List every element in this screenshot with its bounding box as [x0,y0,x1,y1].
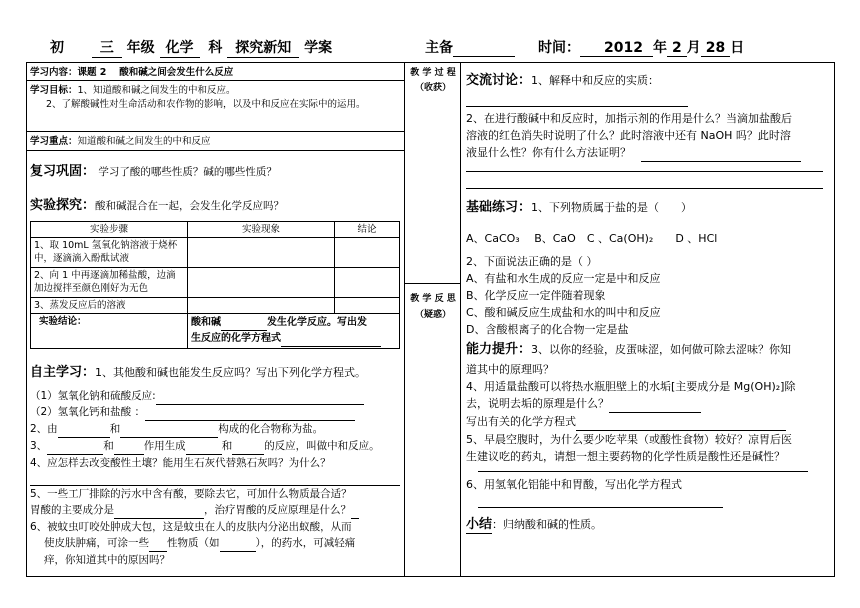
summary-text: ：归纳酸和碱的性质。 [492,518,603,531]
self-blank-2 [145,404,355,421]
basic-2: 2、下面说法正确的是（ ） [466,255,598,268]
table-cell [188,238,335,268]
ability-4c-blank [576,413,786,431]
q6-b: 使皮肤肿痛，可涂一些 [44,537,149,549]
q6-a: 6、被蚊虫叮咬处肿成大包，这是蚊虫在人的皮肤内分泌出蚁酸，从而 [30,521,352,533]
ability-4c-line [466,413,832,431]
day-value: 28 [701,40,730,57]
discuss-line-3 [466,188,823,189]
q3-blank-1 [47,438,103,455]
ability-title: 能力提升： [466,342,532,357]
table-row [31,268,400,298]
day-unit: 日 [730,40,745,56]
discuss-line-2 [466,171,823,172]
table-cell: 2、向 1 中再逐滴加稀盐酸，边滴加边搅拌至颜色刚好为无色 [31,268,188,298]
year-unit: 年 [652,40,667,56]
grade-prefix: 初 [50,40,64,56]
self-title: 自主学习： [30,365,96,380]
ability-6-line [478,507,723,508]
table-header: 结论 [335,222,400,238]
q6-line-2 [30,535,402,552]
conclusion-c: 生反应的化学方程式 [191,333,281,344]
q3-blank-3 [186,438,222,455]
discuss-2 [466,110,832,162]
discuss-2c-line [466,144,832,162]
goal-1: 1、知道酸和碱之间发生的中和反应。 [77,85,236,96]
q6-d: ），的药水，可减轻痛 [255,537,356,549]
discuss-1: 1、解释中和反应的实质： [531,74,660,87]
q5-a: 5、一些工厂排除的污水中含有酸，要除去它，可加什么物质最合适？ [30,488,352,500]
conclusion-blank-1 [221,315,267,331]
conclusion-blank-2 [281,331,381,347]
content-row: 学习内容：课题 2 酸和碱之间会发生什么反应 [30,67,234,78]
discuss-row [466,72,659,89]
basic-2-block [466,253,661,338]
q3-blank-4 [232,438,264,455]
table-cell [335,298,400,314]
discuss-2c: 液显什么性？你有什么方法证明？ [466,146,631,159]
col-divider-2 [460,62,461,577]
q3-a: 3、 [30,440,48,452]
key-row [30,135,211,149]
q2-blank-2 [120,421,218,438]
q6-blank-1 [149,535,167,552]
q5-b: 胃酸的主要成分是 [30,504,114,516]
ability-block [466,341,832,465]
self-item-1-text: （1）氢氧化钠和硫酸反应: [30,390,156,402]
explore-row [30,198,284,214]
self-item-2-text: （2）氢氧化钙和盐酸 ： [30,406,146,418]
q3-row [30,438,380,455]
grade-label: 年级 [126,40,155,56]
q2-a: 2、由 [30,423,58,435]
q2-blank-1 [58,421,110,438]
ability-5a: 5、早晨空腹时，为什么要少吃苹果（或酸性食物）较好？凉胃后医 [466,433,792,446]
opt-c: C、酸和碱反应生成盐和水的叫中和反应 [466,306,661,319]
table-cell [188,268,335,298]
ability-3-line [466,341,832,358]
q3-e: 的反应，叫做中和反应。 [264,440,380,452]
reflect-sub: （疑惑） [414,310,451,320]
conclusion-label: 实验结论： [31,314,188,349]
conclusion-a: 酸和碱 [191,317,221,328]
key-text: 知道酸和碱之间发生的中和反应 [77,136,211,147]
table-header: 实验步骤 [31,222,188,238]
explore-title: 实验探究： [30,198,96,213]
table-cell [335,238,400,268]
frame-right [834,62,835,577]
q3-b: 和 [103,440,114,452]
ability-4b: 去，说明去垢的原理是什么？ [466,397,609,410]
basic-1: 1、下列物质属于盐的是（ ） [531,201,693,214]
ability-4-blank [609,395,701,413]
month-value: 2 [667,40,687,57]
process-title: 教 学 过 程 [410,68,456,78]
subject-label: 科 [208,40,223,56]
self-study-row [30,364,366,381]
table-row [31,238,400,268]
q3-blank-2 [114,438,144,455]
ability-4a: 4、用适量盐酸可以将热水瓶胆壁上的水垢[主要成分是 Mg(OH)₂]除 [466,380,796,393]
summary-title: 小结 [466,517,493,532]
date-field [538,37,744,57]
q4-row: 4、应怎样去改变酸性土壤？能用生石灰代替熟石灰吗？为什么？ [30,457,331,469]
ability-6: 6、用氢氧化铝能中和胃酸，写出化学方程式 [466,478,682,491]
author-blank [453,40,515,57]
frame-bottom [26,576,835,577]
conclusion-row [31,314,400,349]
row-divider-1 [26,80,404,81]
discuss-title: 交流讨论： [466,73,532,88]
discuss-1-line [466,106,688,107]
ability-4b-line [466,395,832,413]
year-value: 2012 [580,40,653,57]
q5-line-2 [30,502,402,519]
table-cell: 1、取 10mL 氢氧化钠溶液于烧杯中，逐滴滴入酚酞试液 [31,238,188,268]
topic-value: 探究新知 [227,37,299,58]
basic-title: 基础练习： [466,200,532,215]
author-label: 主备 [425,40,453,56]
experiment-table [30,221,400,349]
review-row [30,164,277,180]
author-field [425,37,515,57]
self-item-2 [30,404,355,421]
month-unit: 月 [686,40,701,56]
opt-a: A、有盐和水生成的反应一定是中和反应 [466,272,661,285]
reflect-title: 教 学 反 思 [410,294,456,304]
q5-c: ，治疗胃酸的反应原理是什么？ [204,504,351,516]
middle-divider [404,283,461,284]
self-text: 1、其他酸和碱也能发生反应吗？写出下列化学方程式。 [95,366,367,379]
q5-block [30,486,402,568]
subject-value: 化学 [160,37,200,58]
ability-3a: 3、以你的经验，皮蛋味涩，如何做可除去涩味？你知 [531,343,792,356]
ability-5b: 生建议吃的药丸，请想一想主要药物的化学性质是酸性还是碱性？ [466,450,785,463]
discuss-2a: 2、在进行酸碱中和反应时，加指示剂的作用是什么？当滴加盐酸后 [466,112,792,125]
discuss-2b: 溶液的红色消失时说明了什么？此时溶液中还有 NaOH 吗？此时溶 [466,129,791,142]
table-cell: 3、蒸发反应后的溶液 [31,298,188,314]
q6-blank-2 [220,535,256,552]
goals-title: 学习目标： [30,85,78,96]
table-cell [335,268,400,298]
ability-3b: 道其中的原理吗？ [466,363,554,376]
grade-value: 三 [92,37,122,58]
conclusion-b: 发生化学反应。写出发 [267,317,367,328]
self-blank-1 [156,388,364,405]
opt-b: B、化学反应一定伴随着现象 [466,289,606,302]
time-label: 时间： [538,40,580,56]
table-cell [188,298,335,314]
summary-row [466,516,602,534]
review-text: 学习了酸的哪些性质？碱的哪些性质？ [98,166,277,178]
frame-top [26,62,835,63]
q5-blank-2 [351,502,359,519]
review-title: 复习巩固： [30,164,96,179]
q2-b: 和 [109,423,121,435]
table-row [31,298,400,314]
ability-4c: 写出有关的化学方程式 [466,415,576,428]
q5-blank-1 [114,502,204,519]
col-divider-1 [404,62,405,577]
basic-row [466,199,692,216]
options-1: A、CaCO₃ B、CaO C 、Ca(OH)₂ D 、HCl [466,232,718,245]
q3-d: 和 [221,440,233,452]
table-header-row [31,222,400,238]
explore-text: 酸和碱混合在一起，会发生化学反应吗？ [95,200,285,212]
goal-2: 2、了解酸碱性对生命活动和农作物的影响，以及中和反应在实际中的运用。 [46,99,366,110]
discuss-2-blank [641,144,801,162]
goals-block [30,84,402,112]
ability-5-line [478,471,808,472]
table-header: 实验现象 [188,222,335,238]
self-item-1 [30,388,364,405]
q3-c: 作用生成 [143,440,186,452]
frame-left [26,62,27,577]
q2-c: 构成的化合物称为盐。 [218,423,324,435]
case-label: 学案 [304,40,333,56]
conclusion-cell [188,314,400,349]
opt-d: D、含酸根离子的化合物一定是盐 [466,323,629,336]
q6-c: 性物质（如 [167,537,220,549]
process-sub: （收获） [414,83,451,93]
q6-e: 痒，你知道其中的原因吗？ [44,554,170,566]
row-divider-2 [26,131,404,132]
key-title: 学习重点： [30,136,78,147]
row-divider-3 [26,150,404,151]
q2-row [30,421,323,438]
